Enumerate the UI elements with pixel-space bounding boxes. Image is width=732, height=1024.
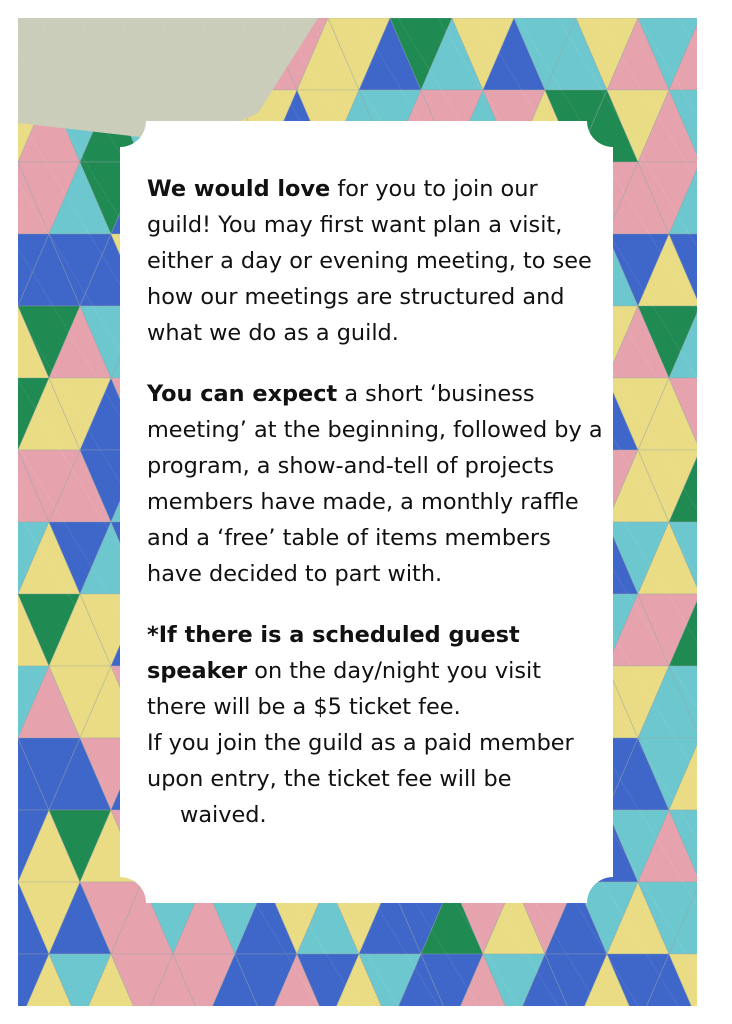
expect-body: a short ‘business meeting’ at the beginning, followed by a program, a show-and-tell of projects members have made, a monthly raffle and a ‘free’ table of items members have decided to part with. — [147, 381, 603, 587]
expect-heading: You can expect — [147, 381, 338, 407]
waiver-end: waived. — [180, 802, 267, 828]
fee-body: on the day/night you visit there will be a $5 ticket fee. — [147, 658, 541, 720]
info-card — [120, 121, 613, 903]
intro-body: for you to join our guild! You may first want plan a visit, either a day or evening meeting, to see how our meetings are structured and what we do as a guild. — [147, 176, 592, 346]
card-text — [147, 171, 603, 833]
intro-paragraph — [147, 171, 603, 351]
fee-paragraph — [147, 617, 603, 833]
intro-heading: We would love — [147, 176, 331, 202]
waiver-body: If you join the guild as a paid member upon entry, the ticket fee will be — [147, 730, 574, 792]
expect-paragraph — [147, 376, 603, 592]
fee-heading: *If there is a scheduled guest speaker — [147, 622, 520, 684]
